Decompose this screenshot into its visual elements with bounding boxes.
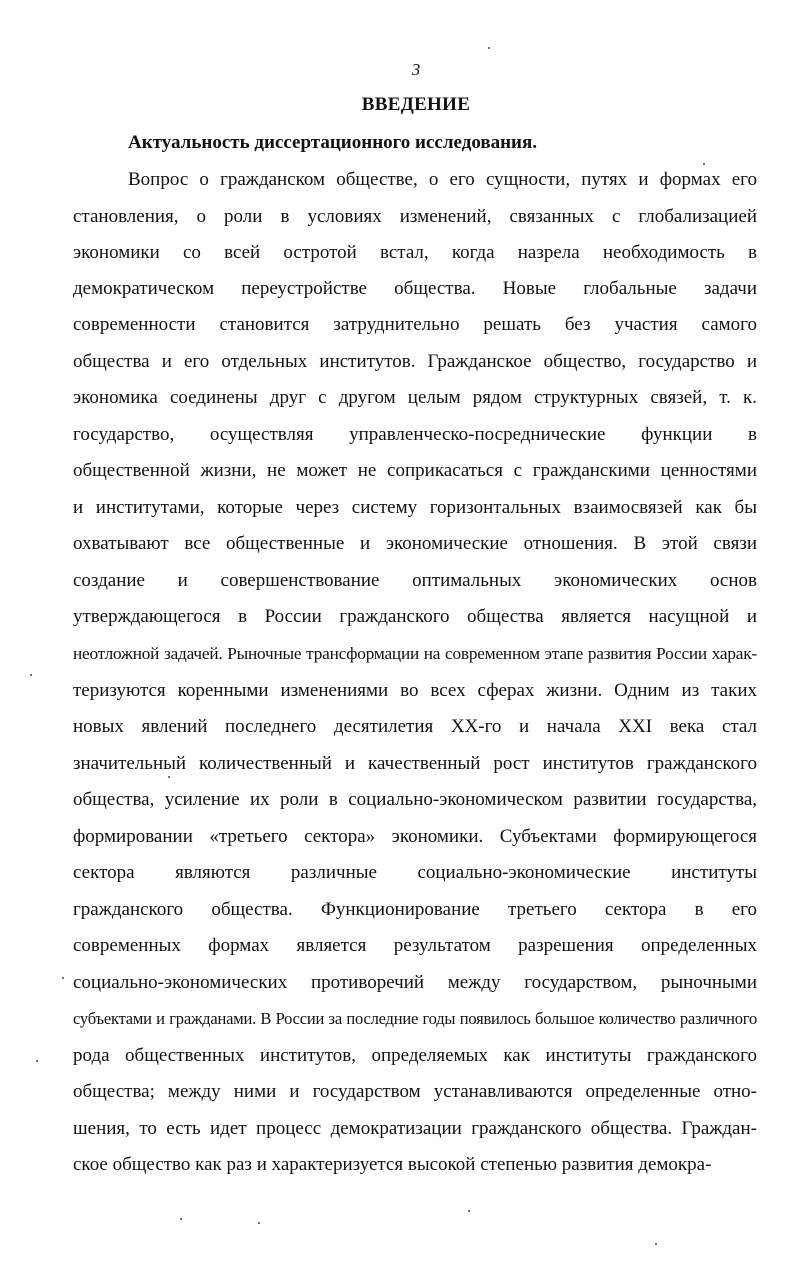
body-line: общественной жизни, не может не соприкасаться с гражданскими ценностями: [73, 460, 757, 481]
body-line: экономики со всей остротой встал, когда назрела необходимость в: [73, 242, 757, 263]
scan-speck: [30, 674, 32, 676]
body-line: Вопрос о гражданском обществе, о его сущности, путях и формах его: [128, 169, 757, 190]
body-line: формировании «третьего сектора» экономики. Субъектами формирующегося: [73, 826, 757, 847]
body-line: и институтами, которые через систему горизонтальных взаимосвязей как бы: [73, 497, 757, 518]
scan-speck: [703, 163, 705, 165]
body-line: социально-экономических противоречий между государством, рыночными: [73, 972, 757, 993]
body-line: сектора являются различные социально-экономические институты: [73, 862, 757, 883]
body-line: становления, о роли в условиях изменений, связанных с глобализацией: [73, 206, 757, 227]
page-number: 3: [411, 60, 421, 79]
scan-speck: [180, 1218, 182, 1220]
body-line: современных формах является результатом разрешения определенных: [73, 935, 757, 956]
scan-speck: [168, 776, 170, 778]
body-line: создание и совершенствование оптимальных экономических основ: [73, 570, 757, 591]
scan-speck: [488, 47, 490, 49]
body-line: экономика соединены друг с другом целым рядом структурных связей, т. к.: [73, 387, 757, 408]
body-line: теризуются коренными изменениями во всех сферах жизни. Одним из таких: [73, 680, 757, 701]
body-line: охватывают все общественные и экономические отношения. В этой связи: [73, 533, 757, 554]
body-line: общества; между ними и государством устанавливаются определенные отно-: [73, 1081, 757, 1102]
body-line: государство, осуществляя управленческо-посреднические функции в: [73, 424, 757, 445]
subsection-heading: Актуальность диссертационного исследования.: [128, 132, 538, 153]
body-line: рода общественных институтов, определяемых как институты гражданского: [73, 1045, 757, 1066]
body-line: шения, то есть идет процесс демократизации гражданского общества. Граждан-: [73, 1118, 757, 1139]
body-line: гражданского общества. Функционирование третьего сектора в его: [73, 899, 757, 920]
scan-speck: [36, 1060, 38, 1062]
body-line: субъектами и гражданами. В России за последние годы появилось большое количество различного: [73, 1009, 757, 1028]
body-line: значительный количественный и качественный рост институтов гражданского: [73, 753, 757, 774]
body-line: современности становится затруднительно решать без участия самого: [73, 314, 757, 335]
scan-speck: [62, 977, 64, 979]
body-line: общества, усиление их роли в социально-экономическом развитии государства,: [73, 789, 757, 810]
body-line: новых явлений последнего десятилетия XX-го и начала XXI века стал: [73, 716, 757, 737]
body-line: демократическом переустройстве общества. Новые глобальные задачи: [73, 278, 757, 299]
scan-speck: [468, 1210, 470, 1212]
scan-speck: [258, 1222, 260, 1224]
body-line: неотложной задачей. Рыночные трансформации на современном этапе развития России харак-: [73, 644, 757, 663]
section-heading: ВВЕДЕНИЕ: [361, 94, 471, 115]
body-line: утверждающегося в России гражданского общества является насущной и: [73, 606, 757, 627]
body-line: общества и его отдельных институтов. Гражданское общество, государство и: [73, 351, 757, 372]
body-line: ское общество как раз и характеризуется высокой степенью развития демокра-: [73, 1154, 712, 1175]
scan-speck: [655, 1243, 657, 1245]
